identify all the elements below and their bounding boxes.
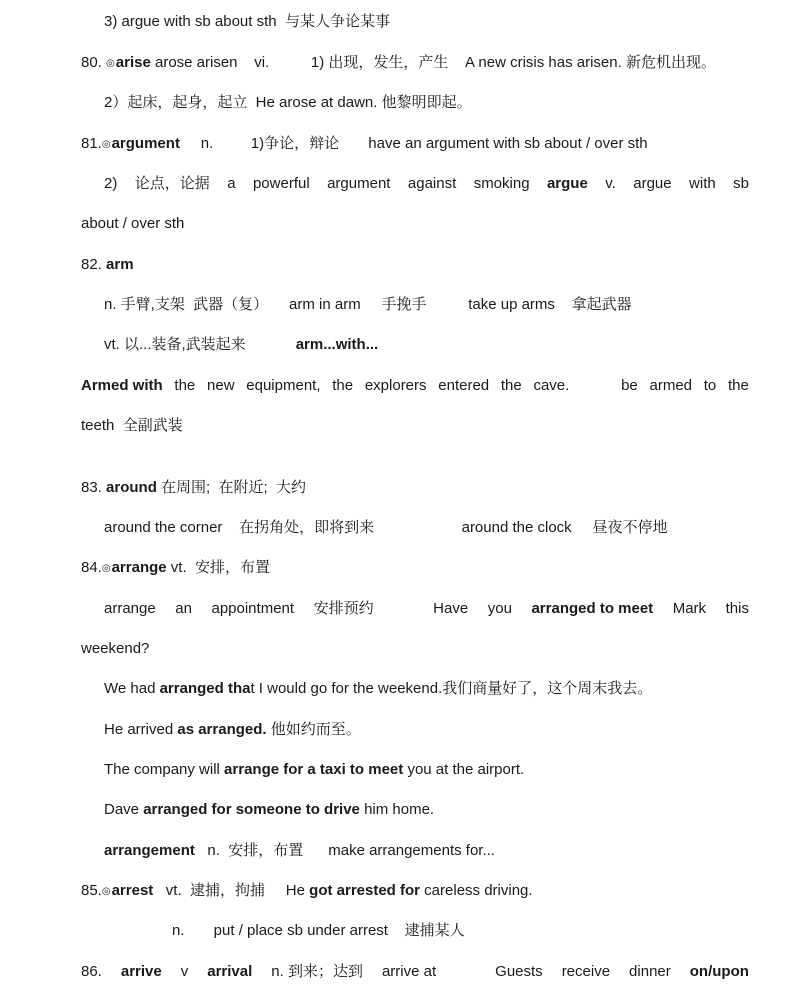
- circle-mark-icon: ◎: [101, 139, 111, 150]
- word: 86.: [81, 963, 102, 980]
- entry-84-arrange: [81, 556, 749, 580]
- text-run: you at the airport.: [403, 761, 525, 778]
- word: arrive at: [381, 963, 437, 980]
- line-arrange-cont: [81, 637, 749, 661]
- word: you: [487, 600, 512, 617]
- entry-82-arm: [81, 253, 749, 277]
- word: cave.: [533, 377, 570, 394]
- text-run: 在周围; 在附近; 大约: [156, 479, 307, 496]
- text-run: n. 手臂,支架 武器（复） arm in arm 手挽手 take up arms 拿起武器: [104, 296, 632, 313]
- bold-term: around: [106, 479, 157, 496]
- bold-term: arrangement: [104, 842, 195, 859]
- bold-term: arm: [106, 256, 134, 273]
- text-run: arose arisen vi. 1) 出现，发生，产生 A new crisis has arisen. 新危机出现。: [150, 54, 716, 71]
- entry-85-arrest: [81, 879, 749, 903]
- word: n. 到来；达到: [271, 963, 363, 980]
- text-run: teeth 全副武装: [81, 417, 183, 434]
- text-run: 3) argue with sb about sth 与某人争论某事: [104, 13, 390, 30]
- text-run: We had: [104, 680, 160, 697]
- word: sb: [733, 175, 749, 192]
- word: the: [500, 377, 522, 394]
- bold-term: arise: [115, 54, 151, 71]
- bold-term: arranged for someone to drive: [143, 801, 360, 818]
- line-arrange-example-3: [104, 718, 749, 742]
- text-run: n. 安排，布置 make arrangements for...: [194, 842, 495, 859]
- text-run: weekend?: [81, 640, 150, 657]
- line-arm-verb: [104, 333, 749, 357]
- word: argument: [327, 175, 391, 192]
- text-run: Dave: [104, 801, 144, 818]
- word: argue: [546, 175, 588, 192]
- bold-term: arrest: [111, 882, 154, 899]
- line-arise-sense-2: [104, 91, 749, 115]
- word: new: [207, 377, 235, 394]
- word: an: [175, 600, 192, 617]
- line-arm-noun: [104, 293, 749, 317]
- word: a: [227, 175, 236, 192]
- word: the: [332, 377, 354, 394]
- word: entered: [438, 377, 490, 394]
- word: 2): [104, 175, 118, 192]
- text-run: 84.: [81, 559, 102, 576]
- entry-83-around: [81, 476, 749, 500]
- word: explorers: [364, 377, 427, 394]
- text-run: vt. 逮捕，拘捕 He: [153, 882, 310, 899]
- line-argument-cont: [81, 212, 749, 236]
- word: arrival: [207, 963, 253, 980]
- text-run: vt. 以...装备,武装起来: [104, 336, 296, 353]
- entry-81-argument: [81, 132, 749, 156]
- line-arrange-example-1: [104, 597, 749, 621]
- word: receive: [561, 963, 611, 980]
- text-run: 81.: [81, 135, 102, 152]
- text-run: He arrived: [104, 721, 178, 738]
- line-arrest-noun: [172, 919, 749, 943]
- word: arrange: [104, 600, 156, 617]
- word: be: [621, 377, 638, 394]
- text-run: around the corner 在拐角处，即将到来 around the clock 昼夜不停地: [104, 519, 668, 536]
- word: Mark: [672, 600, 707, 617]
- word: powerful: [252, 175, 310, 192]
- text-run: n. 1)争论，辩论 have an argument with sb about / over sth: [179, 135, 648, 152]
- word: argue: [633, 175, 672, 192]
- text-run: vt. 安排，布置: [166, 559, 270, 576]
- line-armed-cont: [81, 414, 749, 438]
- text-run: The company will: [104, 761, 225, 778]
- word: this: [725, 600, 749, 617]
- word: against: [407, 175, 457, 192]
- word: v.: [605, 175, 616, 192]
- text-run: 85.: [81, 882, 102, 899]
- text-run: 80.: [81, 54, 107, 71]
- word: appointment: [211, 600, 295, 617]
- text-run: him home.: [359, 801, 435, 818]
- word: 论点，论据: [134, 175, 210, 192]
- line-arrange-example-4: [104, 758, 749, 782]
- word: Have: [433, 600, 469, 617]
- entry-80-arise: [81, 51, 749, 75]
- line-argument-sense-2: [104, 172, 749, 196]
- word: arrive: [120, 963, 162, 980]
- word: with: [689, 175, 716, 192]
- line-around-phrases: [104, 516, 749, 540]
- word: on/upon: [689, 963, 749, 980]
- word: Guests: [495, 963, 543, 980]
- word: armed: [649, 377, 693, 394]
- bold-term: arm...with...: [295, 336, 379, 353]
- bold-term: arranged tha: [159, 680, 251, 697]
- word: v: [180, 963, 189, 980]
- word: 安排预约: [313, 600, 374, 617]
- line-armed-example: [81, 374, 749, 398]
- circle-mark-icon: ◎: [101, 886, 111, 897]
- bold-term: arrange for a taxi to meet: [224, 761, 404, 778]
- word: arranged to meet: [531, 600, 654, 617]
- line-arrangement: [104, 839, 749, 863]
- word: the: [728, 377, 749, 394]
- line-argue-usage: [104, 10, 749, 34]
- bold-term: as arranged.: [177, 721, 267, 738]
- text-run: about / over sth: [81, 215, 185, 232]
- bold-term: argument: [111, 135, 180, 152]
- word: smoking: [473, 175, 530, 192]
- bold-term: arrange: [111, 559, 167, 576]
- line-arrange-example-5: [104, 798, 749, 822]
- word: equipment,: [246, 377, 321, 394]
- word: dinner: [629, 963, 671, 980]
- text-run: 83.: [81, 479, 107, 496]
- text-run: 2）起床，起身，起立 He arose at dawn. 他黎明即起。: [104, 94, 472, 111]
- entry-86-arrive: [81, 960, 749, 984]
- word: the: [174, 377, 196, 394]
- text-run: t I would go for the weekend.我们商量好了，这个周末我去。: [250, 680, 653, 697]
- text-run: n. put / place sb under arrest 逮捕某人: [172, 922, 465, 939]
- word: Armed with: [81, 377, 163, 394]
- circle-mark-icon: ◎: [101, 563, 111, 574]
- bold-term: got arrested for: [309, 882, 421, 899]
- circle-mark-icon: ◎: [106, 58, 115, 69]
- text-run: 82.: [81, 256, 107, 273]
- text-run: 他如约而至。: [266, 721, 361, 738]
- word: to: [703, 377, 717, 394]
- text-run: careless driving.: [420, 882, 533, 899]
- line-arrange-example-2: [104, 677, 749, 701]
